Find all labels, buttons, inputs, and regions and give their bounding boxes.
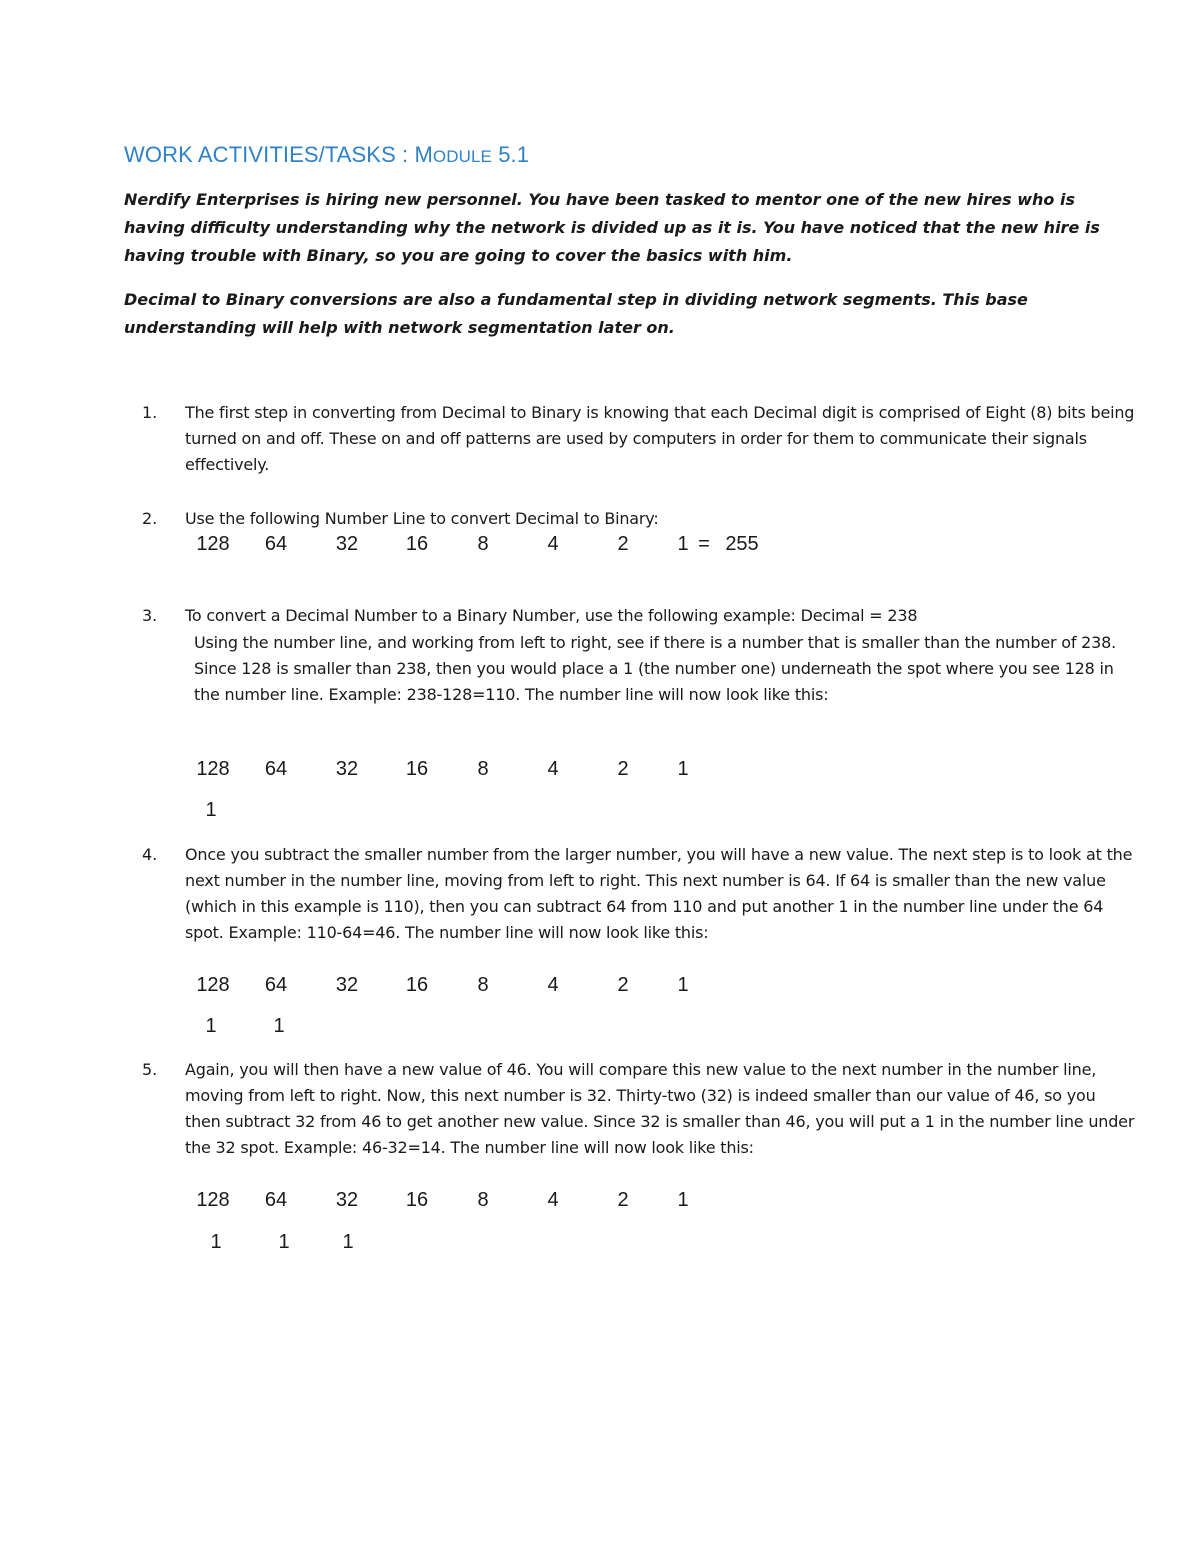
number-line-value: 128 xyxy=(196,758,230,780)
number-line-value: 2 xyxy=(617,758,629,780)
bit-row-step4 xyxy=(0,1014,1200,1038)
number-line-step3 xyxy=(0,757,1200,781)
number-line-value: 2 xyxy=(617,974,629,996)
number-line-value: 8 xyxy=(477,533,489,555)
number-line-value: 64 xyxy=(264,1189,288,1211)
number-line-step5 xyxy=(0,1188,1200,1212)
number-line-value: 1 xyxy=(677,1189,689,1211)
number-line-value: 1 xyxy=(677,974,689,996)
number-line-value: 128 xyxy=(196,974,230,996)
number-line-value: 128 xyxy=(196,1189,230,1211)
bit-value: 1 xyxy=(278,1231,290,1253)
number-line-value: 128 xyxy=(196,533,230,555)
number-line-value: 64 xyxy=(264,533,288,555)
number-line-value: 4 xyxy=(547,533,559,555)
number-line-step2 xyxy=(0,532,1200,556)
intro-paragraph-2: Decimal to Binary conversions are also a fundamental step in dividing network segments. This base understanding will help with network segmentation later on. xyxy=(124,290,1028,337)
item-5-text: Again, you will then have a new value of 46. You will compare this new value to the next number in the number line, moving from left to right. Now, this next number is 32. Thirty-two (32) is indeed smaller than our value of 46, so you then subtract 32 from 46 to get another new value. Since 32 is smaller than 46, you will put a 1 in the number line under the 32 spot. Example: 46-32=14. The number line will now look like this: xyxy=(185,1060,1135,1157)
module-heading xyxy=(124,142,529,168)
item-3-subtext: Using the number line, and working from left to right, see if there is a number that is smaller than the number of 238. Since 128 is smaller than 238, then you would place a 1 (the number one) underneath the spot where you see 128 in the number line. Example: 238-128=110. The number line will now look like this: xyxy=(194,633,1116,704)
number-line-step4 xyxy=(0,973,1200,997)
heading-part3: 5.1 xyxy=(492,142,530,167)
bit-value: 1 xyxy=(342,1231,354,1253)
number-line-value: 32 xyxy=(335,1189,359,1211)
number-line-value: 32 xyxy=(335,758,359,780)
number-line-value: 2 xyxy=(617,533,629,555)
bit-value: 1 xyxy=(273,1015,285,1037)
number-line-value: 8 xyxy=(477,1189,489,1211)
bit-row-step5 xyxy=(0,1230,1200,1254)
heading-part1: WORK ACTIVITIES/TASKS : M xyxy=(124,142,433,167)
number-line-value: 32 xyxy=(335,533,359,555)
number-line-equals: = xyxy=(698,533,710,555)
number-line-value: 8 xyxy=(477,758,489,780)
item-4-text: Once you subtract the smaller number from the larger number, you will have a new value. The next step is to look at the next number in the number line, moving from left to right. This next number is 64. If 64 is smaller than the new value (which in this example is 110), then you can subtract 64 from 110 and put another 1 in the number line under the 64 spot. Example: 110-64=46. The number line will now look like this: xyxy=(185,845,1133,942)
item-3-text: To convert a Decimal Number to a Binary Number, use the following example: Decimal = 238 xyxy=(185,606,918,625)
item-1-number: 1. xyxy=(142,403,158,422)
number-line-value: 16 xyxy=(405,974,429,996)
number-line-value: 4 xyxy=(547,758,559,780)
number-line-value: 4 xyxy=(547,1189,559,1211)
number-line-value: 16 xyxy=(405,533,429,555)
item-4-number: 4. xyxy=(142,845,158,864)
number-line-value: 64 xyxy=(264,974,288,996)
number-line-value: 16 xyxy=(405,1189,429,1211)
item-3-number: 3. xyxy=(142,606,158,625)
bit-value: 1 xyxy=(205,1015,217,1037)
intro-paragraph-1: Nerdify Enterprises is hiring new personnel. You have been tasked to mentor one of the new hires who is having difficulty understanding why the network is divided up as it is. You have noticed that the new hire is having trouble with Binary, so you are going to cover the basics with him. xyxy=(124,190,1100,265)
number-line-value: 16 xyxy=(405,758,429,780)
number-line-value: 8 xyxy=(477,974,489,996)
number-line-value: 1 xyxy=(677,533,689,555)
item-2-text: Use the following Number Line to convert Decimal to Binary: xyxy=(185,509,659,528)
heading-part2: ODULE xyxy=(432,147,492,166)
item-2-number: 2. xyxy=(142,509,158,528)
number-line-value: 1 xyxy=(677,758,689,780)
item-1-text: The first step in converting from Decimal to Binary is knowing that each Decimal digit is comprised of Eight (8) bits being turned on and off. These on and off patterns are used by computers in order for them to communicate their signals effectively. xyxy=(185,403,1135,474)
bit-value: 1 xyxy=(205,799,217,821)
number-line-total: 255 xyxy=(725,533,759,555)
item-5-number: 5. xyxy=(142,1060,158,1079)
number-line-value: 64 xyxy=(264,758,288,780)
number-line-value: 4 xyxy=(547,974,559,996)
number-line-value: 2 xyxy=(617,1189,629,1211)
number-line-value: 32 xyxy=(335,974,359,996)
bit-value: 1 xyxy=(210,1231,222,1253)
bit-row-step3 xyxy=(0,798,1200,822)
